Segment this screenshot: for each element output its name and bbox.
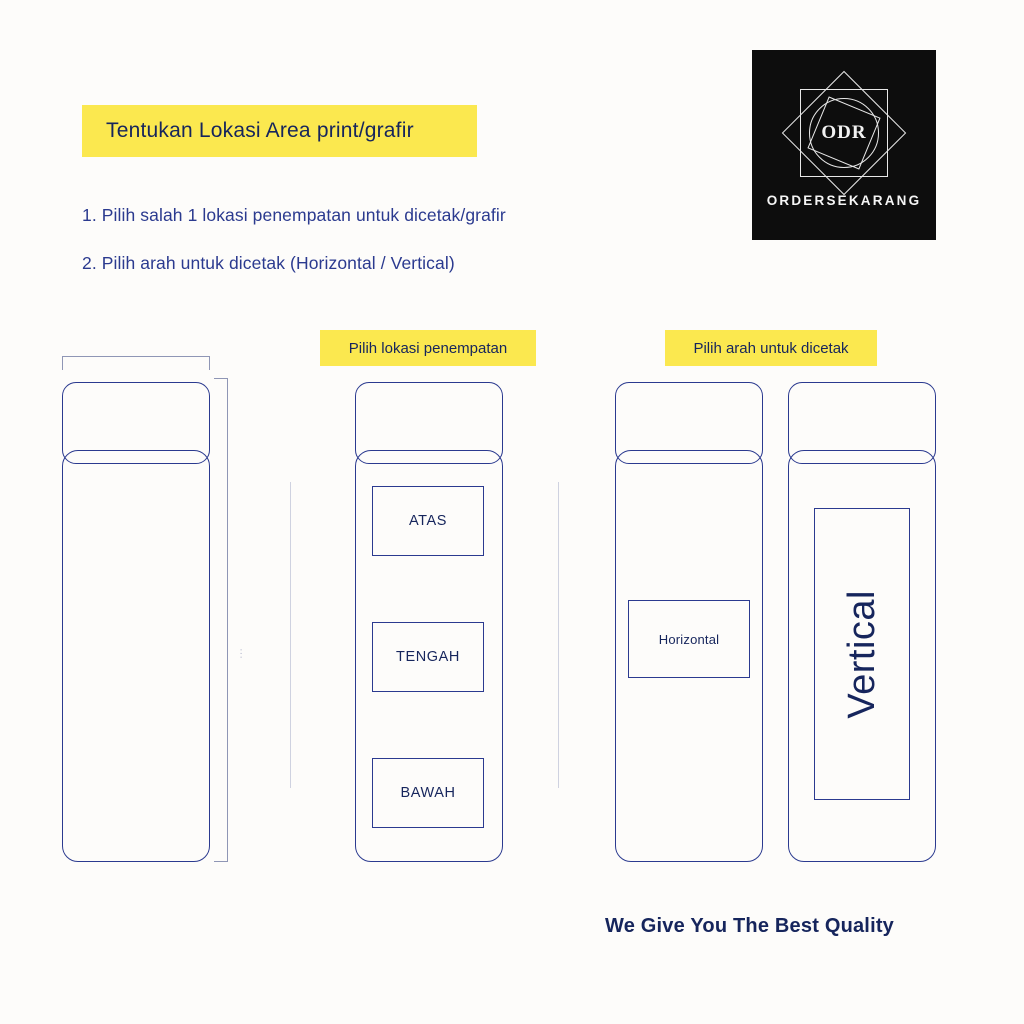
page-title: Tentukan Lokasi Area print/grafir bbox=[106, 119, 414, 142]
bottle-body-reference bbox=[62, 450, 210, 862]
brand-name: ORDERSEKARANG bbox=[766, 192, 922, 208]
section-label-arah: Pilih arah untuk dicetak bbox=[665, 330, 877, 366]
guide-line-right bbox=[558, 482, 559, 788]
brand-logo bbox=[752, 50, 936, 240]
tagline: We Give You The Best Quality bbox=[605, 915, 895, 937]
page-title-highlight bbox=[82, 105, 477, 157]
orientation-option-vertical-label: Vertical bbox=[840, 589, 883, 719]
dimension-dots: ··· bbox=[235, 648, 247, 659]
logo-monogram: ODR bbox=[821, 121, 867, 143]
placement-option-tengah-label: TENGAH bbox=[395, 649, 461, 665]
orientation-option-horizontal[interactable] bbox=[628, 600, 750, 678]
orientation-option-vertical[interactable] bbox=[814, 508, 910, 800]
instruction-step-1: 1. Pilih salah 1 lokasi penempatan untuk dicetak/grafir bbox=[82, 205, 506, 225]
placement-option-tengah[interactable] bbox=[372, 622, 484, 692]
logo-emblem-icon bbox=[800, 89, 888, 177]
placement-option-atas-label: ATAS bbox=[408, 513, 448, 529]
section-label-lokasi: Pilih lokasi penempatan bbox=[320, 330, 536, 366]
instruction-step-2: 2. Pilih arah untuk dicetak (Horizontal / Vertical) bbox=[82, 253, 455, 273]
placement-option-bawah-label: BAWAH bbox=[400, 785, 456, 801]
placement-option-bawah[interactable] bbox=[372, 758, 484, 828]
dimension-bracket-top bbox=[62, 356, 210, 370]
guide-line-left bbox=[290, 482, 291, 788]
placement-option-atas[interactable] bbox=[372, 486, 484, 556]
dimension-bracket-right bbox=[214, 378, 228, 862]
orientation-option-horizontal-label: Horizontal bbox=[658, 631, 720, 647]
